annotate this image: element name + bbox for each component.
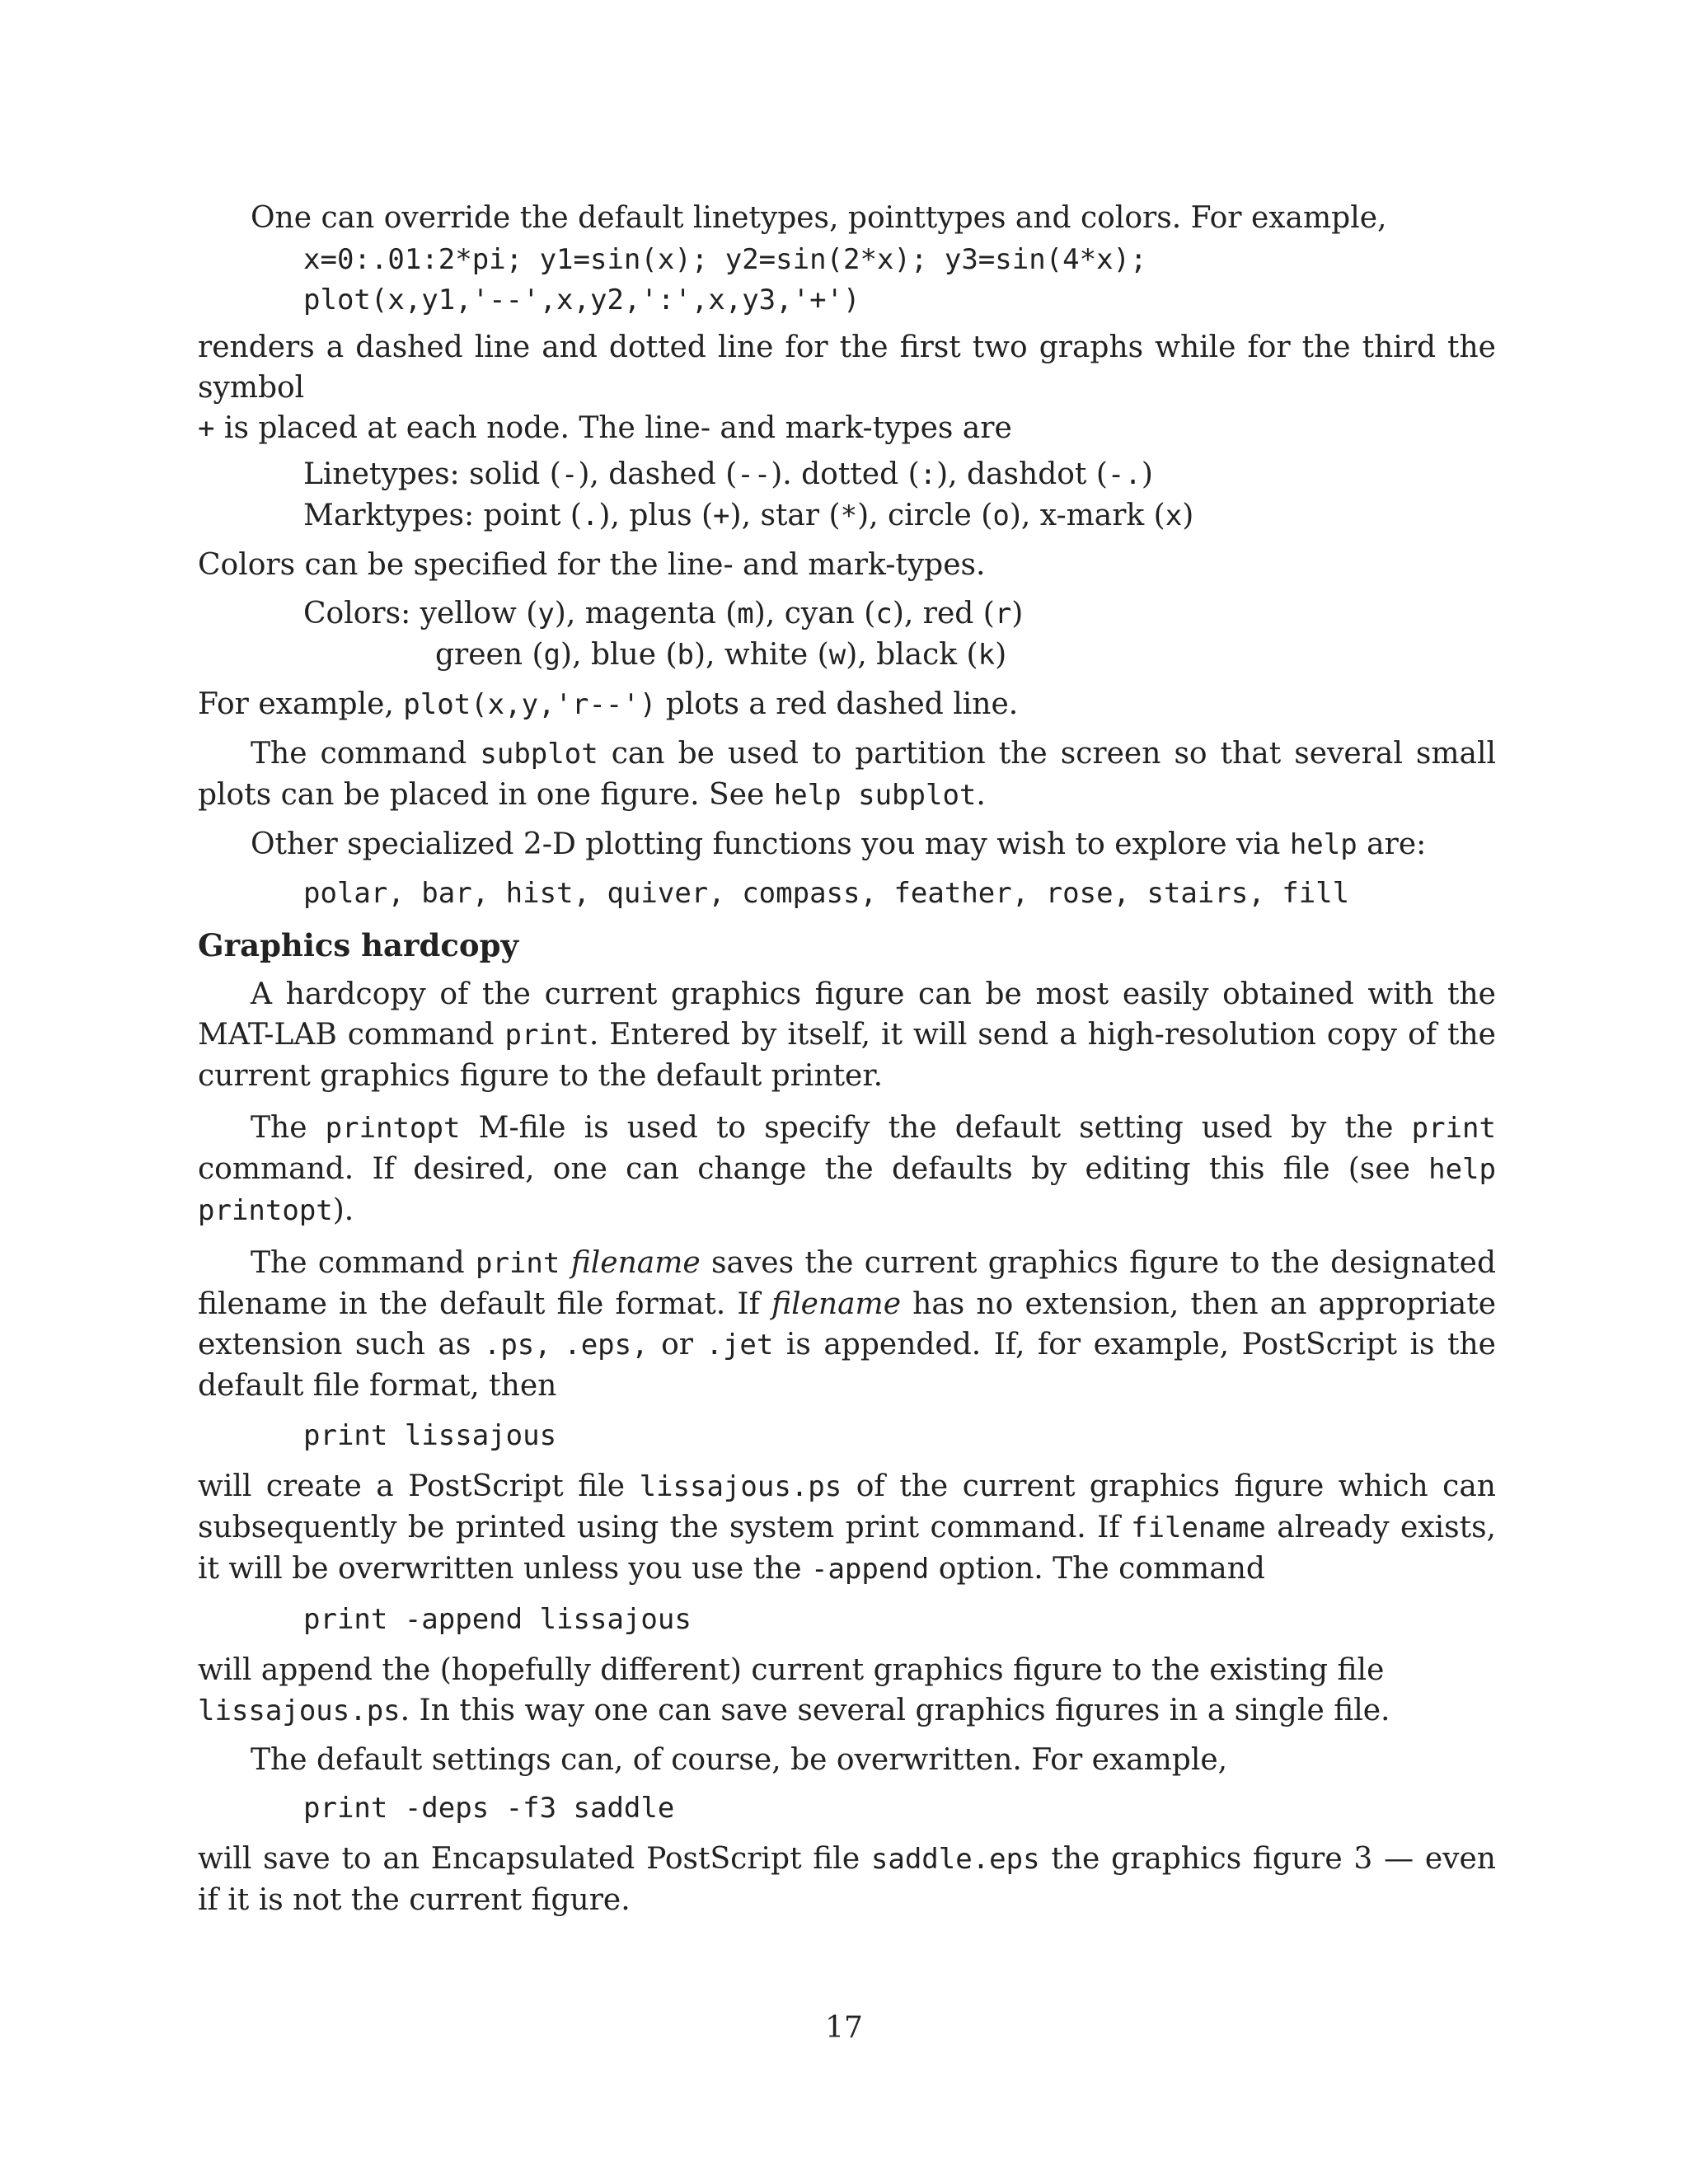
paragraph: Other specialized 2-D plotting functions you may wish to explore via help are: [251, 827, 1427, 861]
code-line: x=0:.01:2*pi; y1=sin(x); y2=sin(2*x); y3=sin(4*x); [303, 243, 1147, 276]
paragraph: The command print filename saves the current graphics figure to the designated filename in the default file format. If filename has no extension, then an appropriate extension such as .ps, .eps, or .jet is appended. If, for example, PostScript is the default file format, then [198, 1246, 1497, 1403]
code-line: print lissajous [303, 1419, 557, 1452]
code-line: print -append lissajous [303, 1603, 692, 1636]
section-heading: Graphics hardcopy [198, 927, 518, 963]
paragraph: For example, plot(x,y,'r--') plots a red dashed line. [198, 687, 1019, 721]
paragraph: The command subplot can be used to partition the screen so that several small plots can be placed in one figure. See help subplot. [198, 737, 1496, 812]
code-line: polar, bar, hist, quiver, compass, feather, rose, stairs, fill [303, 877, 1350, 910]
paragraph: The printopt M-file is used to specify the default setting used by the print command. If desired, one can change the defaults by editing this file (see help printopt). [198, 1111, 1496, 1227]
colors-line: green (g), blue (b), white (w), black (k) [435, 638, 1007, 672]
page-number: 17 [825, 2011, 863, 2045]
paragraph: will append the (hopefully different) current graphics figure to the existing file lissajous.ps. In this way one can save several graphics figures in a single file. [198, 1653, 1390, 1727]
document-page [198, 0, 1496, 1920]
paragraph: A hardcopy of the current graphics figure can be most easily obtained with the MAT-LAB command print. Entered by itself, it will send a high-resolution copy of the current graphics figure to the default printer. [198, 977, 1496, 1093]
code-line: plot(x,y1,'--',x,y2,':',x,y3,'+') [303, 284, 860, 316]
paragraph: Colors can be specified for the line- and mark-types. [198, 548, 986, 582]
paragraph: renders a dashed line and dotted line for the first two graphs while for the third the symbol + is placed at each node. The line- and mark-types are [198, 330, 1496, 445]
colors-line: Colors: yellow (y), magenta (m), cyan (c), red (r) [303, 597, 1024, 630]
code-line: print -deps -f3 saddle [303, 1792, 675, 1825]
paragraph: The default settings can, of course, be overwritten. For example, [251, 1743, 1228, 1777]
paragraph: will save to an Encapsulated PostScript file saddle.eps the graphics figure 3 — even if it is not the current figure. [198, 1842, 1496, 1917]
paragraph: will create a PostScript file lissajous.ps of the current graphics figure which can subsequently be printed using the system print command. If filename already exists, it will be overwritten unless you use the -append option. The command [198, 1469, 1496, 1586]
paragraph: One can override the default linetypes, pointtypes and colors. For example, [251, 201, 1387, 235]
marktypes-line: Marktypes: point (.), plus (+), star (*), circle (o), x-mark (x) [303, 499, 1194, 532]
linetypes-line: Linetypes: solid (-), dashed (--). dotted (:), dashdot (-.) [303, 457, 1153, 491]
